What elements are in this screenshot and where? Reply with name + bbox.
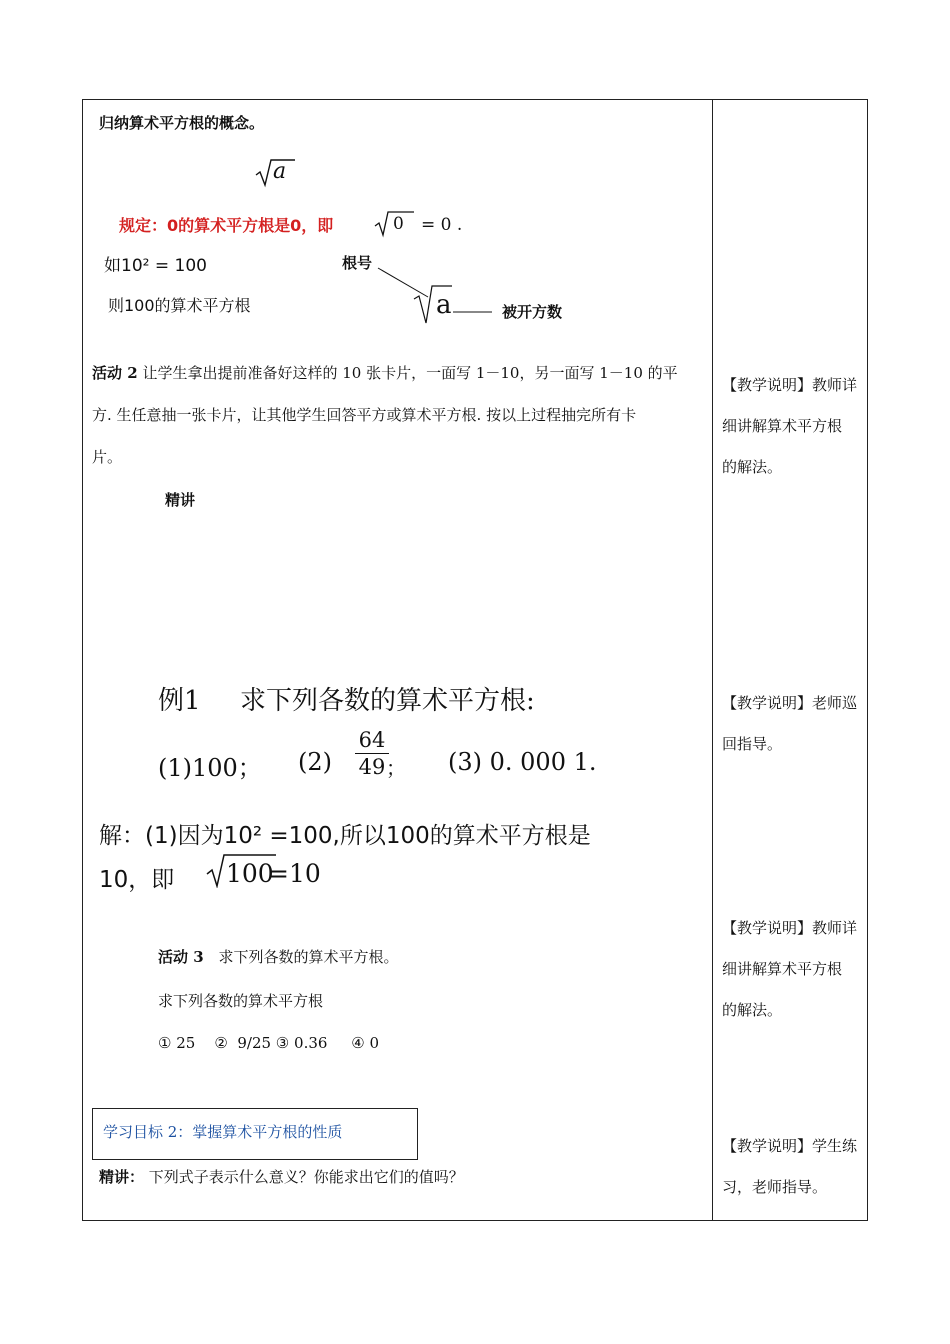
note-line: 【教学说明】学生练 xyxy=(722,1137,858,1155)
fraction-numerator: 64 xyxy=(358,728,386,752)
solution-radicand: 100 xyxy=(226,859,274,888)
note-line: 回指导。 xyxy=(722,735,783,753)
rule-sqrt-zero xyxy=(374,210,414,238)
activity2-line2: 方. 生任意抽一张卡片，让其他学生回答平方或算术平方根. 按以上过程抽完所有卡 xyxy=(92,406,637,424)
example1-item2-label: (2) xyxy=(298,748,332,776)
jingjiang2-line xyxy=(99,1166,464,1187)
sqrt-a-formula xyxy=(255,158,295,188)
note-line: 的解法。 xyxy=(722,458,783,476)
activity2-line1 xyxy=(92,362,678,383)
sqrt-radicand: a xyxy=(273,159,287,184)
fraction-bar xyxy=(355,753,389,754)
note-line: 【教学说明】教师详 xyxy=(722,376,858,394)
example-intro-line1: 如10² = 100 xyxy=(104,256,207,276)
radical-diagram xyxy=(340,250,590,330)
fraction-denominator: 49 xyxy=(358,755,386,779)
rule-radicand: 0 xyxy=(393,214,404,234)
jingjiang2-label: 精讲： xyxy=(99,1168,145,1186)
goal2-text: 学习目标 2：掌握算术平方根的性质 xyxy=(103,1123,343,1141)
example1-item2-tail: ； xyxy=(386,756,406,780)
activity2-label: 活动 2 xyxy=(92,364,138,382)
example1-item1: (1)100； xyxy=(158,754,262,782)
note-line: 【教学说明】教师详 xyxy=(722,919,858,937)
note-line: 细讲解算术平方根 xyxy=(722,960,843,978)
column-divider xyxy=(712,99,713,1221)
concept-heading: 归纳算术平方根的概念。 xyxy=(99,114,265,132)
activity3-label: 活动 3 xyxy=(158,948,204,966)
activity3-title-line xyxy=(158,946,398,967)
solution-sqrt xyxy=(206,852,276,888)
note-line: 习，老师指导。 xyxy=(722,1178,828,1196)
teaching-note-2 xyxy=(722,683,862,765)
rule-result: = 0 . xyxy=(421,215,463,235)
example1-title-text: 求下列各数的算术平方根: xyxy=(240,686,535,716)
activity3-items: ① 25 ② 9/25 ③ 0.36 ④ 0 xyxy=(158,1034,380,1052)
teaching-note-4 xyxy=(722,1126,862,1208)
note-line: 细讲解算术平方根 xyxy=(722,417,843,435)
jingjiang-heading: 精讲 xyxy=(165,491,196,509)
note-line: 【教学说明】老师巡 xyxy=(722,694,858,712)
activity2-line3: 片。 xyxy=(92,448,123,466)
note-line: 的解法。 xyxy=(722,1001,783,1019)
example-intro-line2: 则100的算术平方根 xyxy=(108,296,251,315)
solution-result: =10 xyxy=(268,859,321,888)
jingjiang2-text: 下列式子表示什么意义？你能求出它们的值吗？ xyxy=(148,1168,464,1186)
teaching-note-1 xyxy=(722,365,862,488)
example1-title-num: 例1 xyxy=(158,686,201,716)
example1-item3: (3) 0. 000 1. xyxy=(448,748,597,776)
rule-text: 规定：0的算术平方根是0，即 xyxy=(119,216,334,235)
activity2-text1: 让学生拿出提前准备好这样的 10 张卡片，一面写 1－10，另一面写 1－10 的平 xyxy=(142,364,678,382)
diagram-radicand: a xyxy=(436,290,452,320)
root-sign-label: 根号 xyxy=(342,254,373,272)
solution-line2-prefix: 10，即 xyxy=(99,867,175,893)
activity3-subtitle: 求下列各数的算术平方根 xyxy=(158,992,324,1010)
goal2-box xyxy=(92,1108,418,1160)
solution-line1: 解：(1)因为10² =100,所以100的算术平方根是 xyxy=(99,823,591,849)
teaching-note-3 xyxy=(722,908,862,1031)
activity3-title: 求下列各数的算术平方根。 xyxy=(218,948,399,966)
radicand-label: 被开方数 xyxy=(502,303,563,321)
